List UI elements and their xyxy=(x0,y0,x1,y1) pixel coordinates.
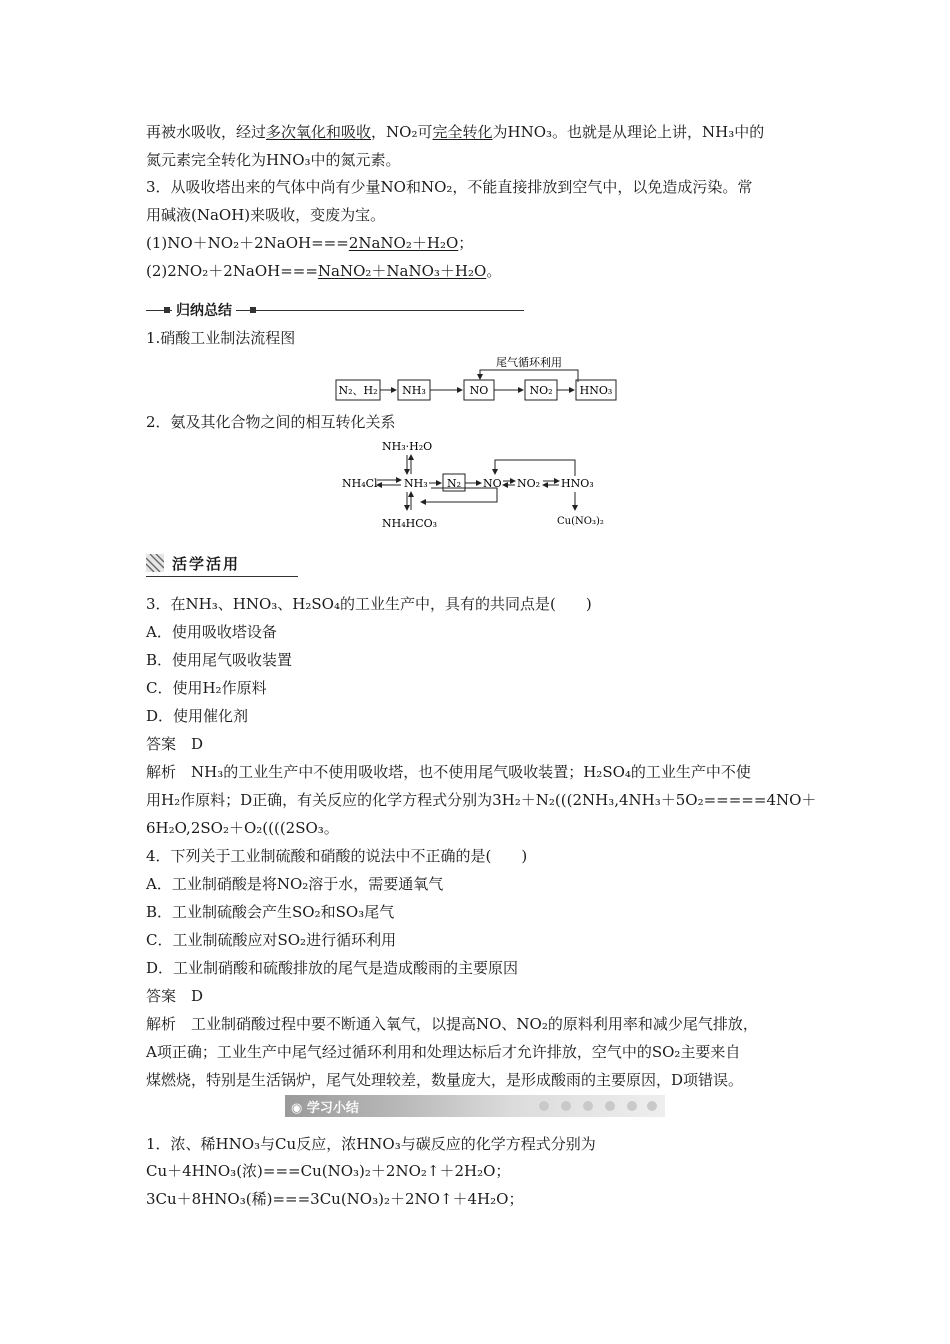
summary-heading-text: 归纳总结 xyxy=(172,300,236,320)
analysis-line: A项正确；工业生产中尾气经过循环利用和处理达标后才允许排放，空气中的SO₂主要来自 xyxy=(146,1043,741,1061)
nh3h2o-label: NH₃·H₂O xyxy=(382,440,433,453)
option: D．使用催化剂 xyxy=(146,707,249,725)
underlined-answer: 2NaNO₂＋H₂O xyxy=(348,234,459,252)
text-span: 再被水吸收，经过 xyxy=(146,123,267,141)
summary-item-2: 2．氨及其化合物之间的相互转化关系 xyxy=(146,413,396,431)
text-line: 用碱液(NaOH)来吸收，变废为宝。 xyxy=(146,206,386,224)
ammonia-conversion-diagram xyxy=(335,436,625,532)
underlined-answer: 多次氧化和吸收 xyxy=(266,123,372,141)
no2-label: NO₂ xyxy=(529,384,553,397)
analysis-line: 用H₂作原料；D正确，有关反应的化学方程式分别为3H₂＋N₂(((2NH₃,4NH₃＋5O₂=====4NO＋ xyxy=(146,791,817,809)
question-4: 4．下列关于工业制硫酸和硝酸的说法中不正确的是( ) xyxy=(146,847,528,865)
dot-icon xyxy=(583,1101,593,1111)
text-span: (1)NO＋NO₂＋2NaOH=== xyxy=(146,234,349,252)
hno3-node-label: HNO₃ xyxy=(561,477,594,490)
study-equation: Cu＋4HNO₃(浓)===Cu(NO₃)₂＋2NO₂↑＋2H₂O； xyxy=(146,1162,511,1180)
study-summary-bar xyxy=(285,1095,665,1117)
no2-node-label: NO₂ xyxy=(517,477,541,490)
nitric-acid-flow-diagram xyxy=(330,352,630,408)
text-span: ； xyxy=(458,234,474,252)
nh3-node-label: NH₃ xyxy=(404,477,428,490)
text-span: (2)2NO₂＋2NaOH=== xyxy=(146,262,318,280)
no-node-label: NO xyxy=(483,477,502,490)
practice-heading-text: 活学活用 xyxy=(172,555,241,573)
equation-1 xyxy=(146,233,473,253)
option: C．使用H₂作原料 xyxy=(146,679,267,697)
underlined-answer: 完全转化 xyxy=(432,123,493,141)
analysis-line: 解析 NH₃的工业生产中不使用吸收塔，也不使用尾气吸收装置；H₂SO₄的工业生产中不使 xyxy=(146,763,751,781)
underlined-answer: NaNO₂＋NaNO₃＋H₂O xyxy=(317,262,487,280)
option: C．工业制硫酸应对SO₂进行循环利用 xyxy=(146,931,397,949)
text-line: 氮元素完全转化为HNO₃中的氮元素。 xyxy=(146,151,401,169)
n2h2-label: N₂、H₂ xyxy=(338,384,378,397)
nh4hco3-label: NH₄HCO₃ xyxy=(382,517,438,530)
dot-icon xyxy=(561,1101,571,1111)
study-line: 1．浓、稀HNO₃与Cu反应，浓HNO₃与碳反应的化学方程式分别为 xyxy=(146,1135,596,1153)
option: A．工业制硝酸是将NO₂溶于水，需要通氧气 xyxy=(146,875,444,893)
option: D．工业制硝酸和硫酸排放的尾气是造成酸雨的主要原因 xyxy=(146,959,519,977)
cuno3-label: Cu(NO₃)₂ xyxy=(557,516,604,527)
diagonal-stripe-icon xyxy=(146,554,164,572)
dot-icon xyxy=(539,1101,549,1111)
nh3-label: NH₃ xyxy=(402,384,426,397)
text-line xyxy=(146,122,764,142)
dot-icon xyxy=(605,1101,615,1111)
summary-item-1: 1.硝酸工业制法流程图 xyxy=(146,329,296,347)
text-line: 3．从吸收塔出来的气体中尚有少量NO和NO₂，不能直接排放到空气中，以免造成污染。常 xyxy=(146,178,753,196)
study-summary-heading: ◉ 学习小结 xyxy=(291,1101,359,1116)
no-to-nh3-arrow xyxy=(421,488,497,502)
option: A．使用吸收塔设备 xyxy=(146,623,277,641)
hno3-label: HNO₃ xyxy=(579,384,613,397)
option: B．工业制硫酸会产生SO₂和SO₃尾气 xyxy=(146,903,395,921)
dot-icon xyxy=(647,1101,657,1111)
square-bullet-icon xyxy=(250,307,256,313)
study-equation: 3Cu＋8HNO₃(稀)===3Cu(NO₃)₂＋2NO↑＋4H₂O； xyxy=(146,1190,524,1208)
n2-label: N₂ xyxy=(446,477,462,490)
answer: 答案 D xyxy=(146,735,204,753)
practice-heading xyxy=(146,552,298,578)
analysis-line: 6H₂O,2SO₂＋O₂((((2SO₃。 xyxy=(146,819,339,837)
analysis-line: 解析 工业制硝酸过程中要不断通入氧气，以提高NO、NO₂的原料利用率和减少尾气排放， xyxy=(146,1015,758,1033)
text-span: 。 xyxy=(486,262,502,280)
dot-icon xyxy=(627,1101,637,1111)
recycle-label: 尾气循环利用 xyxy=(496,356,562,369)
hno3-to-no-arrow xyxy=(495,460,575,476)
equation-2 xyxy=(146,261,501,281)
question-3: 3．在NH₃、HNO₃、H₂SO₄的工业生产中，具有的共同点是( ) xyxy=(146,595,592,613)
summary-heading xyxy=(146,300,524,322)
square-bullet-icon xyxy=(164,307,170,313)
option: B．使用尾气吸收装置 xyxy=(146,651,293,669)
divider xyxy=(146,576,298,577)
text-span: 为HNO₃。也就是从理论上讲，NH₃中的 xyxy=(492,123,765,141)
analysis-line: 煤燃烧，特别是生活锅炉，尾气处理较差，数量庞大，是形成酸雨的主要原因，D项错误。 xyxy=(146,1071,744,1089)
text-span: ，NO₂可 xyxy=(371,123,433,141)
nh4cl-label: NH₄Cl xyxy=(342,477,378,490)
answer: 答案 D xyxy=(146,987,204,1005)
no-label: NO xyxy=(469,384,489,397)
